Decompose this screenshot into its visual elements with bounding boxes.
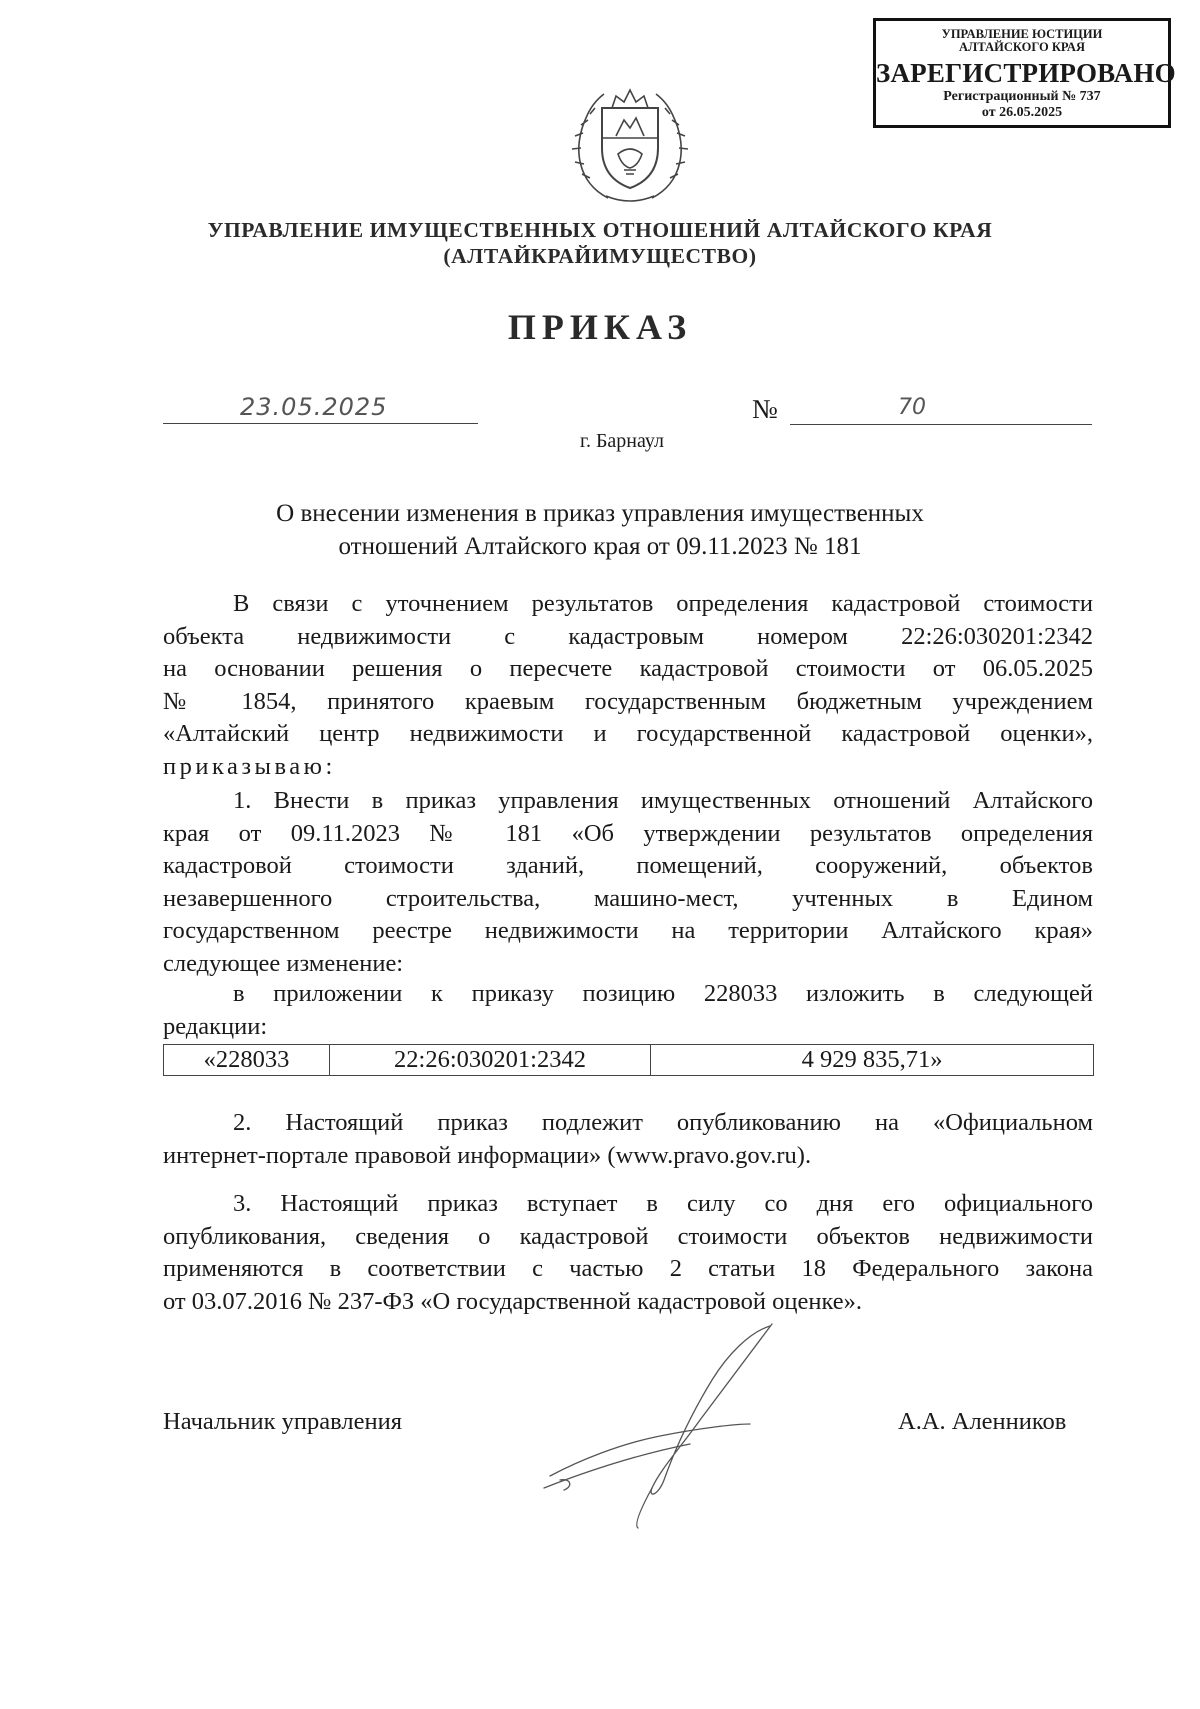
stamp-reg-date: от 26.05.2025	[981, 105, 1063, 120]
signatory-name: А.А. Аленников	[898, 1408, 1067, 1435]
subject-line: отношений Алтайского края от 09.11.2023 № 181	[338, 533, 862, 560]
text-line: 3. Настоящий приказ вступает в силу со дня его официального	[233, 1190, 1093, 1217]
text-line: № 1854, принятого краевым государственным бюджетным учреждением	[163, 687, 1093, 715]
registration-stamp	[873, 18, 1176, 128]
text-line: государственном реестре недвижимости на территории Алтайского края»	[163, 917, 1093, 944]
item-1-subparagraph	[163, 978, 1093, 1043]
number-underline	[790, 424, 1092, 425]
document-subject	[0, 497, 1200, 563]
coat-of-arms-emblem	[568, 78, 692, 208]
text-line: 2. Настоящий приказ подлежит опубликованию на «Официальном	[233, 1109, 1093, 1136]
text-line: кадастровой стоимости зданий, помещений, сооружений, объектов	[163, 852, 1093, 879]
stamp-status: ЗАРЕГИСТРИРОВАНО	[876, 58, 1176, 88]
text-line: В связи с уточнением результатов определения кадастровой стоимости	[233, 590, 1093, 617]
preamble-paragraph	[163, 588, 1093, 783]
document-type-title: ПРИКАЗ	[507, 307, 693, 347]
text-line: на основании решения о пересчете кадастровой стоимости от 06.05.2025	[163, 655, 1093, 682]
text-line: незавершенного строительства, машино-мест, учтенных в Едином	[163, 884, 1093, 912]
text-line: 1. Внести в приказ управления имущественных отношений Алтайского	[233, 787, 1093, 814]
text-line: применяются в соответствии с частью 2 статьи 18 Федерального закона	[163, 1255, 1093, 1282]
number-label: №	[752, 394, 778, 424]
text-line: интернет-портале правовой информации» (www.pravo.gov.ru).	[163, 1141, 812, 1169]
text-line: объекта недвижимости с кадастровым номером 22:26:030201:2342	[163, 622, 1093, 650]
table-row	[164, 1045, 1094, 1076]
handwritten-number: 70	[898, 395, 926, 420]
text-line: следующее изменение:	[163, 949, 404, 977]
handwritten-signature	[540, 1320, 800, 1530]
handwritten-date: 23.05.2025	[240, 393, 388, 421]
text-line: края от 09.11.2023 № 181 «Об утверждении результатов определения	[163, 819, 1093, 847]
order-word: приказываю:	[163, 752, 336, 780]
item-3-paragraph	[163, 1188, 1093, 1318]
subject-line: О внесении изменения в приказ управления имущественных	[276, 500, 924, 527]
item-1-paragraph	[163, 785, 1093, 980]
position-cell: «228033	[164, 1045, 330, 1076]
stamp-reg-number: Регистрационный № 737	[943, 89, 1101, 104]
stamp-org-line2: АЛТАЙСКОГО КРАЯ	[959, 40, 1085, 54]
cadastral-cost-table	[163, 1044, 1094, 1076]
organization-abbreviation: (АЛТАЙКРАЙИМУЩЕСТВО)	[443, 244, 757, 268]
city: г. Барнаул	[580, 430, 664, 452]
text-line: «Алтайский центр недвижимости и государственной кадастровой оценки»,	[163, 720, 1093, 747]
cost-cell: 4 929 835,71»	[651, 1045, 1094, 1076]
signatory-position: Начальник управления	[163, 1408, 402, 1435]
text-line: редакции:	[163, 1012, 268, 1040]
text-line: от 03.07.2016 № 237-ФЗ «О государственной кадастровой оценке».	[163, 1287, 863, 1315]
date-underline	[163, 423, 478, 424]
organization-name: УПРАВЛЕНИЕ ИМУЩЕСТВЕННЫХ ОТНОШЕНИЙ АЛТАЙСКОГО КРАЯ	[207, 218, 993, 242]
text-line: опубликования, сведения о кадастровой стоимости объектов недвижимости	[163, 1222, 1093, 1250]
stamp-org-line1: УПРАВЛЕНИЕ ЮСТИЦИИ	[941, 27, 1103, 41]
text-line: в приложении к приказу позицию 228033 изложить в следующей	[233, 980, 1093, 1007]
cadastral-number-cell: 22:26:030201:2342	[330, 1045, 651, 1076]
item-2-paragraph	[163, 1107, 1093, 1172]
